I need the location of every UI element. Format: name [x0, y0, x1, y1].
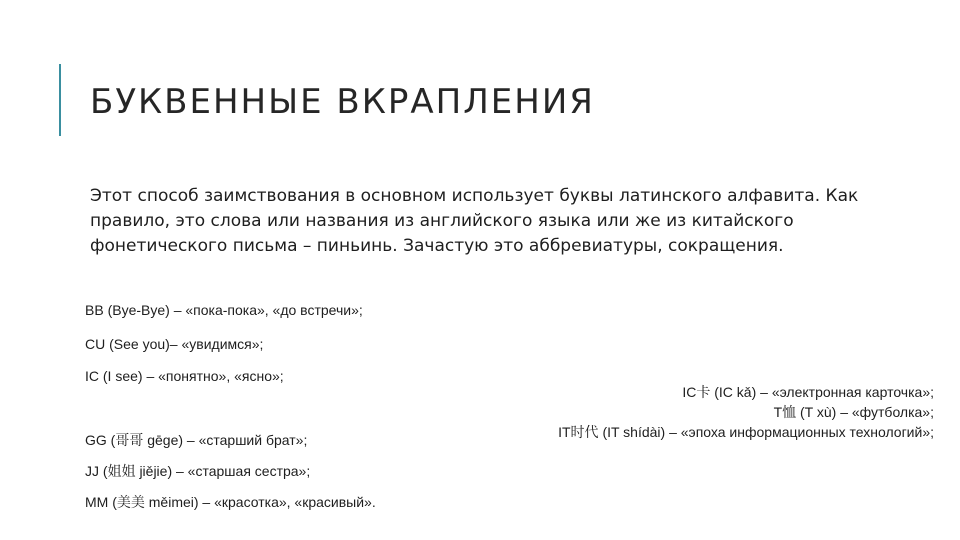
- title-accent-bar: [59, 64, 61, 136]
- list-item: MM (美美 měimei) – «красотка», «красивый».: [85, 494, 376, 510]
- list-item: T恤 (T xù) – «футболка»;: [773, 404, 934, 420]
- list-item: IT时代 (IT shídài) – «эпоха информационных технологий»;: [558, 424, 934, 440]
- list-item: CU (See you)– «увидимся»;: [85, 336, 264, 352]
- intro-paragraph: Этот способ заимствования в основном использует буквы латинского алфавита. Как правило, это слова или названия из английского языка или же из китайского фонетического письма – пиньинь. Зачастую это аббревиатуры, сокращения.: [90, 186, 859, 256]
- list-item: JJ (姐姐 jiějie) – «старшая сестра»;: [85, 463, 311, 479]
- list-item: BB (Bye-Bye) – «пока-пока», «до встречи»;: [85, 302, 363, 318]
- list-item: GG (哥哥 gēge) – «старший брат»;: [85, 432, 308, 448]
- list-item: IC (I see) – «понятно», «ясно»;: [85, 368, 284, 384]
- slide-title: БУКВЕННЫЕ ВКРАПЛЕНИЯ: [90, 82, 595, 122]
- list-item: IC卡 (IC kǎ) – «электронная карточка»;: [682, 384, 934, 400]
